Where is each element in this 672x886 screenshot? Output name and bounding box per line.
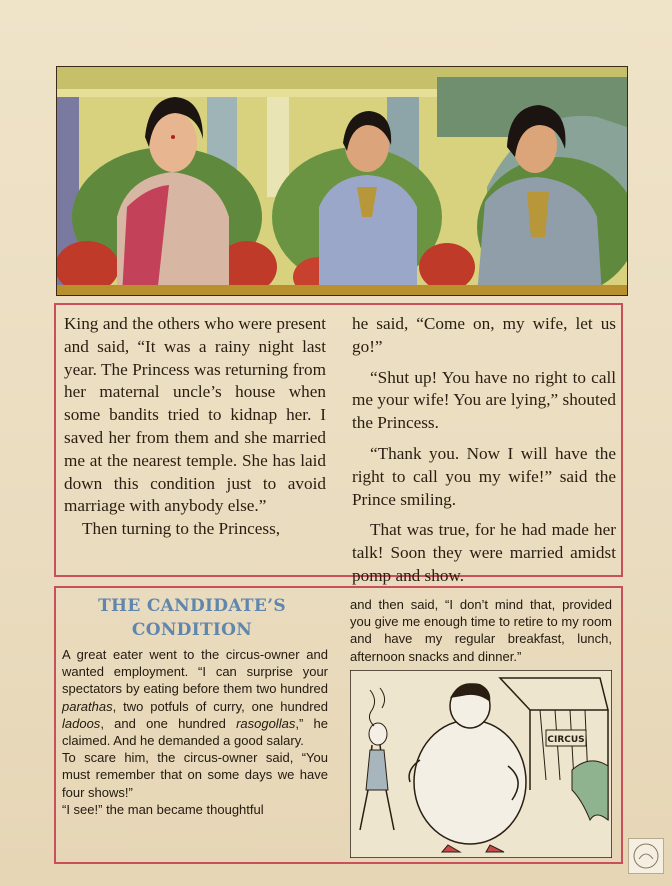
story-paragraph: “Shut up! You have no right to call me your wife! You are lying,” shouted the Princess. xyxy=(352,367,616,433)
text-run: ,” he claimed. And he demanded a good salary. xyxy=(62,715,328,749)
tent-sign: CIRCUS xyxy=(547,735,585,745)
story-paragraph: he said, “Come on, my wife, let us go!” xyxy=(352,314,616,356)
story-paragraph: “Thank you. Now I will have the right to call you my wife!” said the Prince smiling. xyxy=(352,443,616,509)
candidate-paragraph: “I see!” the man became thoughtful xyxy=(62,801,264,817)
candidate-right-column xyxy=(350,596,612,665)
candidate-title: THE CANDIDATE’S CONDITION xyxy=(98,596,286,640)
circus-cartoon xyxy=(350,670,612,858)
candidate-paragraph: To scare him, the circus-owner said, “You must remember that on some days we have four shows!” xyxy=(62,750,328,800)
candidate-paragraph: and then said, “I don’t mind that, provided you give me enough time to retire to my room and have my regular breakfast, lunch, afternoon snacks and dinner.” xyxy=(350,597,612,664)
candidate-story-box xyxy=(54,586,623,864)
italic-word: rasogollas xyxy=(236,715,296,731)
text-run: , two potfuls of curry, one hundred xyxy=(112,698,328,714)
text-run: A great eater went to the circus-owner and wanted employment. “I can surprise your spectators by eating before them two hundred xyxy=(62,647,328,697)
publisher-logo xyxy=(628,838,664,874)
text-run: , and one hundred xyxy=(100,715,237,731)
story-illustration xyxy=(56,66,628,296)
story-right-column xyxy=(352,313,616,588)
story-paragraph: Then turning to the Princess, xyxy=(82,519,281,539)
candidate-left-column xyxy=(62,646,328,818)
story-text-box xyxy=(54,303,623,585)
italic-word: parathas xyxy=(62,698,113,714)
story-paragraph: That was true, for he had made her talk! Soon they were married amidst pomp and show. xyxy=(352,520,616,585)
story-left-column xyxy=(64,313,326,541)
italic-word: ladoos xyxy=(62,715,101,731)
candidate-paragraph xyxy=(62,646,328,749)
story-paragraph: King and the others who were present and said, “It was a rainy night last year. The Princess was returning from her maternal uncle’s house when some bandits tried to kidnap her. I saved her from them and she married me at the nearest temple. She has laid down this condition just to avoid marriage with anybody else.” xyxy=(64,314,326,516)
